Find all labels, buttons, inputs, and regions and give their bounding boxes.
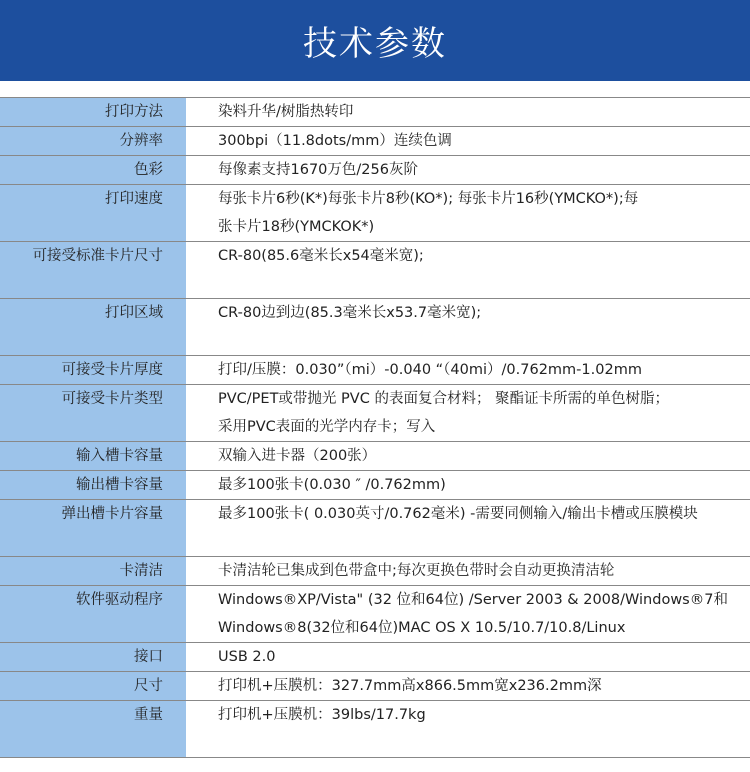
spec-label: 接口 (0, 643, 186, 672)
spec-row (0, 586, 750, 643)
spec-label: 可接受标准卡片尺寸 (0, 242, 186, 299)
spec-value (186, 672, 750, 701)
spec-value (186, 643, 750, 672)
spec-value (186, 156, 750, 185)
spec-row (0, 299, 750, 356)
spec-row (0, 500, 750, 557)
spec-row (0, 98, 750, 127)
spec-value-line: Windows®8(32位和64位)MAC OS X 10.5/10.7/10.8/Linux (218, 620, 626, 636)
spec-row (0, 242, 750, 299)
spec-value-line: USB 2.0 (218, 649, 276, 665)
spec-value (186, 299, 750, 356)
spec-label: 输出槽卡容量 (0, 471, 186, 500)
spec-label: 尺寸 (0, 672, 186, 701)
spec-row (0, 185, 750, 242)
spec-value-line: 每张卡片6秒(K*)每张卡片8秒(KO*); 每张卡片16秒(YMCKO*);每 (218, 191, 639, 207)
spec-row (0, 557, 750, 586)
spec-value (186, 442, 750, 471)
spec-label: 输入槽卡容量 (0, 442, 186, 471)
spec-label: 软件驱动程序 (0, 586, 186, 643)
spec-label: 打印速度 (0, 185, 186, 242)
spec-value-line: 卡清洁轮已集成到色带盒中;每次更换色带时会自动更换清洁轮 (218, 563, 615, 579)
spec-table (0, 97, 750, 758)
spec-label: 色彩 (0, 156, 186, 185)
spec-label: 打印区域 (0, 299, 186, 356)
spec-value-line: 最多100张卡(0.030 ″ /0.762mm) (218, 477, 446, 493)
spec-value (186, 185, 750, 242)
spec-value-line: 每像素支持1670万色/256灰阶 (218, 162, 418, 178)
spec-row (0, 672, 750, 701)
spec-label: 卡清洁 (0, 557, 186, 586)
spec-value (186, 701, 750, 758)
spec-value (186, 500, 750, 557)
spec-value (186, 98, 750, 127)
spec-value-line: 300bpi（11.8dots/mm）连续色调 (218, 133, 452, 149)
spec-value-line: 打印/压膜：0.030”（mi）-0.040 “（40mi）/0.762mm-1.02mm (218, 362, 642, 378)
spec-value (186, 586, 750, 643)
spec-value (186, 385, 750, 442)
spec-row (0, 156, 750, 185)
spec-label: 可接受卡片类型 (0, 385, 186, 442)
spec-table-body (0, 98, 750, 758)
page-title: 技术参数 (303, 24, 447, 64)
spec-label: 可接受卡片厚度 (0, 356, 186, 385)
spec-row (0, 471, 750, 500)
spec-value-line: 最多100张卡( 0.030英寸/0.762毫米) -需要同侧输入/输出卡槽或压膜模块 (218, 506, 698, 522)
spec-row (0, 127, 750, 156)
spec-label: 重量 (0, 701, 186, 758)
spec-value-line: CR-80边到边(85.3毫米长x53.7毫米宽); (218, 305, 482, 321)
spec-value (186, 242, 750, 299)
spec-row (0, 643, 750, 672)
spec-value-line: 打印机+压膜机：327.7mm高x866.5mm宽x236.2mm深 (218, 678, 602, 694)
spec-value (186, 127, 750, 156)
spec-value-line: Windows®XP/Vista" (32 位和64位) /Server 2003 & 2008/Windows®7和 (218, 592, 728, 608)
spec-value (186, 471, 750, 500)
spec-row (0, 356, 750, 385)
spec-row (0, 701, 750, 758)
spec-label: 弹出槽卡片容量 (0, 500, 186, 557)
spec-value-line: CR-80(85.6毫米长x54毫米宽); (218, 248, 424, 264)
spec-value-line: 染料升华/树脂热转印 (218, 104, 354, 120)
spec-label: 打印方法 (0, 98, 186, 127)
spec-value-line: 采用PVC表面的光学内存卡；写入 (218, 419, 436, 435)
title-banner (0, 0, 750, 81)
spec-row (0, 442, 750, 471)
spec-row (0, 385, 750, 442)
spec-value-line: 张卡片18秒(YMCKOK*) (218, 219, 375, 235)
spec-value (186, 356, 750, 385)
spec-value-line: PVC/PET或带抛光 PVC 的表面复合材料； 聚酯证卡所需的单色树脂； (218, 391, 670, 407)
spec-label: 分辨率 (0, 127, 186, 156)
spec-value-line: 双输入进卡器（200张） (218, 448, 377, 464)
spec-value-line: 打印机+压膜机：39lbs/17.7kg (218, 707, 426, 723)
spec-value (186, 557, 750, 586)
